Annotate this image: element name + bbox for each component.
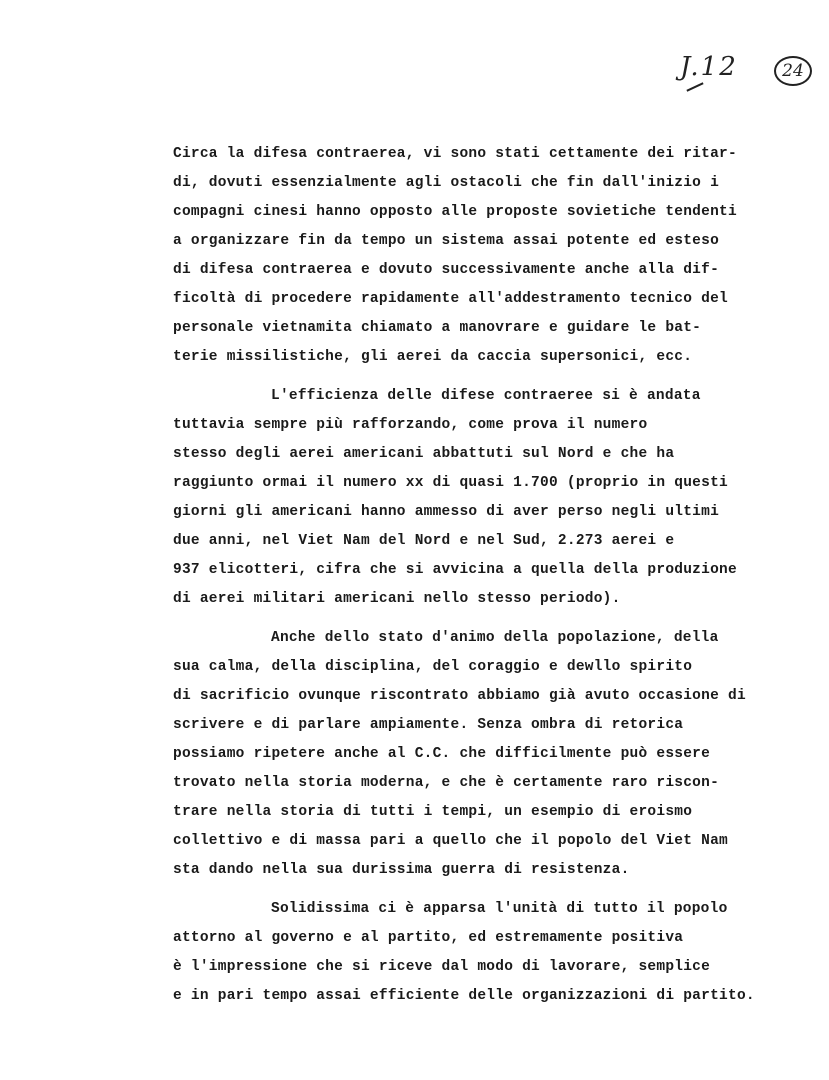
text-line: terie missilistiche, gli aerei da caccia supersonici, ecc. xyxy=(173,349,693,365)
paragraph-gap xyxy=(173,885,813,895)
text-line: raggiunto ormai il numero xx di quasi 1.700 (proprio in questi xyxy=(173,475,728,491)
text-line: di aerei militari americani nello stesso periodo). xyxy=(173,591,621,607)
text-line: e in pari tempo assai efficiente delle organizzazioni di partito. xyxy=(173,988,755,1004)
text-line: personale vietnamita chiamato a manovrare e guidare le bat- xyxy=(173,320,702,336)
text-line: scrivere e di parlare ampiamente. Senza ombra di retorica xyxy=(173,717,684,733)
text-line: tuttavia sempre più rafforzando, come prova il numero xyxy=(173,417,648,433)
page-number-circled xyxy=(774,56,812,86)
text-line: Anche dello stato d'animo della popolazione, della xyxy=(271,630,719,646)
text-line: di difesa contraerea e dovuto successivamente anche alla dif- xyxy=(173,262,720,278)
text-line: sua calma, della disciplina, del coraggio e dewllo spirito xyxy=(173,659,693,675)
text-line: stesso degli aerei americani abbattuti sul Nord e che ha xyxy=(173,446,675,462)
text-line: Solidissima ci è apparsa l'unità di tutto il popolo xyxy=(271,901,728,917)
page-number-text: 24 xyxy=(782,61,804,81)
text-line: ficoltà di procedere rapidamente all'addestramento tecnico del xyxy=(173,291,728,307)
paragraph-4 xyxy=(173,895,813,1011)
paragraph-gap xyxy=(173,372,813,382)
handwritten-stroke xyxy=(686,82,703,91)
text-line: sta dando nella sua durissima guerra di resistenza. xyxy=(173,862,630,878)
text-line: compagni cinesi hanno opposto alle proposte sovietiche tendenti xyxy=(173,204,737,220)
text-line: due anni, nel Viet Nam del Nord e nel Sud, 2.273 aerei e xyxy=(173,533,675,549)
text-line: trare nella storia di tutti i tempi, un esempio di eroismo xyxy=(173,804,693,820)
paragraph-1 xyxy=(173,140,813,372)
text-line: di sacrificio ovunque riscontrato abbiamo già avuto occasione di xyxy=(173,688,746,704)
paragraph-gap xyxy=(173,614,813,624)
text-line: trovato nella storia moderna, e che è certamente raro riscon- xyxy=(173,775,720,791)
text-line: giorni gli americani hanno ammesso di aver perso negli ultimi xyxy=(173,504,720,520)
text-line: è l'impressione che si riceve dal modo di lavorare, semplice xyxy=(173,959,711,975)
text-line: collettivo e di massa pari a quello che il popolo del Viet Nam xyxy=(173,833,728,849)
handwritten-reference-text: J.12 xyxy=(680,52,738,82)
text-line: Circa la difesa contraerea, vi sono stati cettamente dei ritar- xyxy=(173,146,737,162)
document-body xyxy=(173,140,813,1011)
text-line: di, dovuti essenzialmente agli ostacoli che fin dall'inizio i xyxy=(173,175,720,191)
text-line: a organizzare fin da tempo un sistema assai potente ed esteso xyxy=(173,233,720,249)
paragraph-3 xyxy=(173,624,813,885)
text-line: 937 elicotteri, cifra che si avvicina a quella della produzione xyxy=(173,562,737,578)
handwritten-reference xyxy=(680,52,738,82)
text-line: L'efficienza delle difese contraeree si è andata xyxy=(271,388,701,404)
paragraph-2 xyxy=(173,382,813,614)
text-line: possiamo ripetere anche al C.C. che difficilmente può essere xyxy=(173,746,711,762)
text-line: attorno al governo e al partito, ed estremamente positiva xyxy=(173,930,684,946)
